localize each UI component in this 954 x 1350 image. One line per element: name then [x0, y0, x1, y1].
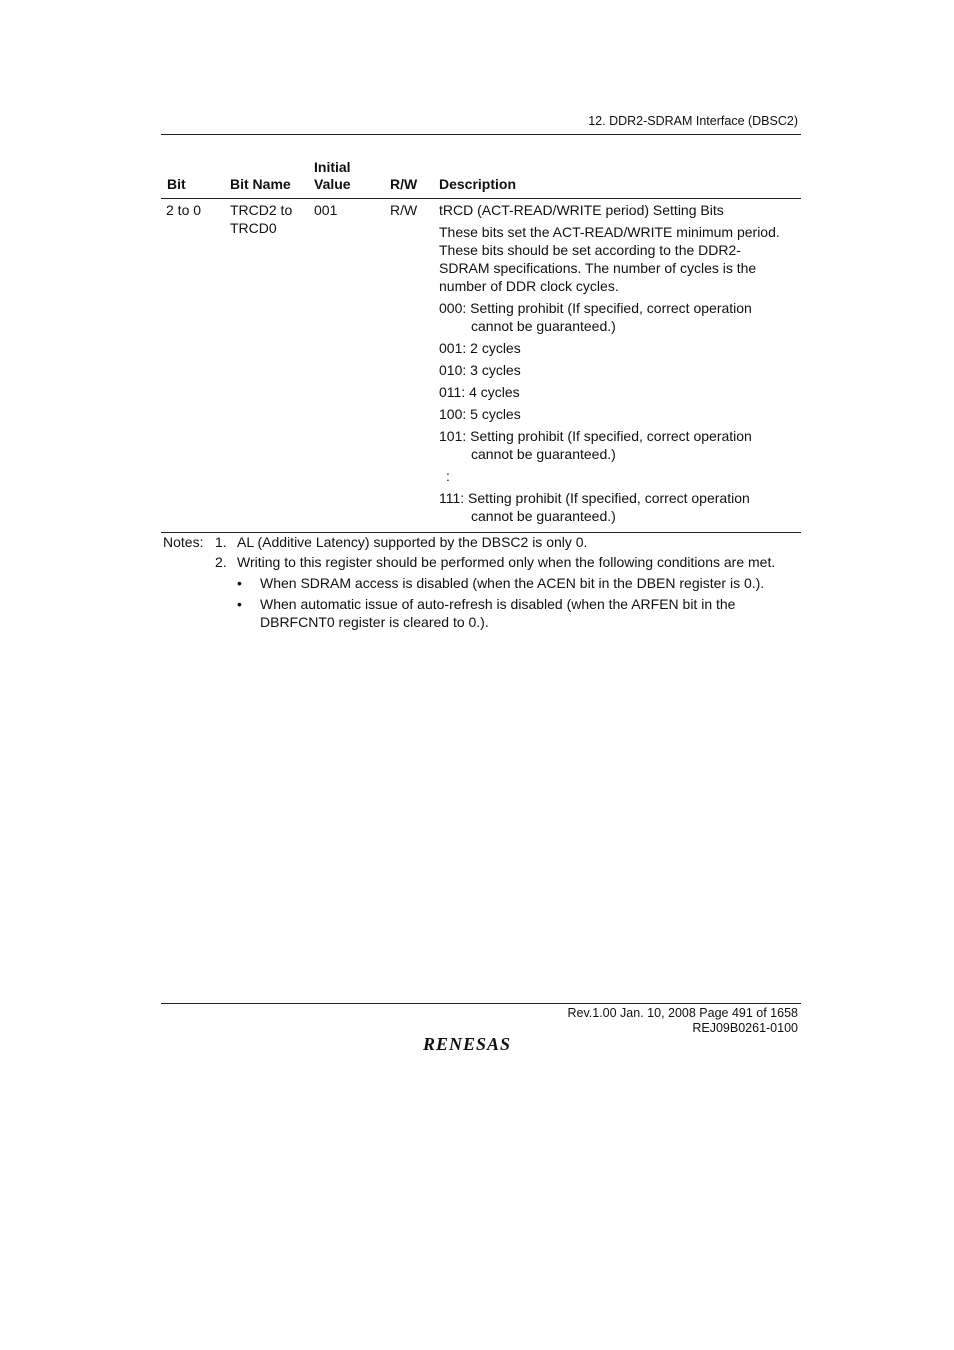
section-header: 12. DDR2-SDRAM Interface (DBSC2): [588, 114, 798, 128]
desc-line: number of DDR clock cycles.: [439, 278, 619, 294]
setting-ellipsis: :: [446, 468, 450, 484]
footer-doc-number: REJ09B0261-0100: [692, 1021, 798, 1035]
desc-title: tRCD (ACT-READ/WRITE period) Setting Bits: [439, 202, 724, 218]
setting-item: [439, 299, 801, 335]
desc-line: SDRAM specifications. The number of cycles is the: [439, 260, 757, 276]
setting-line-cont: cannot be guaranteed.): [471, 318, 616, 334]
setting-line-cont: cannot be guaranteed.): [471, 508, 616, 524]
col-initial-line1: Initial: [314, 159, 351, 175]
footer-rule: [161, 1003, 801, 1004]
row-bit: 2 to 0: [166, 202, 202, 218]
setting-item: 100: 5 cycles: [439, 406, 521, 422]
setting-line: 101: Setting prohibit (If specified, correct operation: [439, 428, 752, 444]
note-2-text: Writing to this register should be performed only when the following conditions are met.: [237, 554, 776, 570]
bullet-2-line2: DBRFCNT0 register is cleared to 0.).: [260, 614, 489, 630]
col-initial-line2: Value: [314, 176, 351, 192]
setting-line-cont: cannot be guaranteed.): [471, 446, 616, 462]
bullet-1-text: When SDRAM access is disabled (when the ACEN bit in the DBEN register is 0.).: [260, 575, 765, 591]
row-bit-name-line2: TRCD0: [230, 220, 277, 236]
col-description: Description: [439, 176, 517, 192]
col-bit-name: Bit Name: [230, 176, 291, 192]
note-1-text: AL (Additive Latency) supported by the DBSC2 is only 0.: [237, 534, 588, 550]
col-rw: R/W: [390, 176, 418, 192]
footer-revision: Rev.1.00 Jan. 10, 2008 Page 491 of 1658: [567, 1006, 798, 1020]
setting-item: [439, 489, 801, 525]
setting-item: [439, 427, 801, 463]
bullet-2-line1: When automatic issue of auto-refresh is disabled (when the ARFEN bit in the: [260, 596, 736, 612]
bullet-2-text: [260, 595, 735, 631]
col-bit: Bit: [167, 176, 186, 192]
setting-item: 001: 2 cycles: [439, 340, 521, 356]
setting-line: 000: Setting prohibit (If specified, correct operation: [439, 300, 752, 316]
bullet-1-mark: •: [237, 575, 242, 591]
bullet-2-mark: •: [237, 596, 242, 612]
desc-line: These bits set the ACT-READ/WRITE minimum period.: [439, 224, 780, 240]
row-bit-name-line1: TRCD2 to: [230, 202, 293, 218]
setting-item: 011: 4 cycles: [439, 384, 520, 400]
table-header-rule: [161, 198, 801, 199]
note-2-number: 2.: [215, 554, 227, 570]
setting-item: 010: 3 cycles: [439, 362, 521, 378]
header-rule: [161, 134, 801, 135]
footer-info: [567, 1006, 798, 1036]
row-rw: R/W: [390, 202, 418, 218]
note-1-number: 1.: [215, 534, 227, 550]
desc-paragraph: [439, 223, 801, 295]
desc-line: These bits should be set according to the DDR2-: [439, 242, 741, 258]
row-description: [439, 201, 801, 525]
setting-line: 111: Setting prohibit (If specified, correct operation: [439, 490, 750, 506]
row-initial: 001: [314, 202, 338, 218]
renesas-logo: RENESAS: [423, 1034, 512, 1054]
notes-label: Notes:: [163, 534, 204, 550]
row-bit-name: [230, 201, 292, 237]
